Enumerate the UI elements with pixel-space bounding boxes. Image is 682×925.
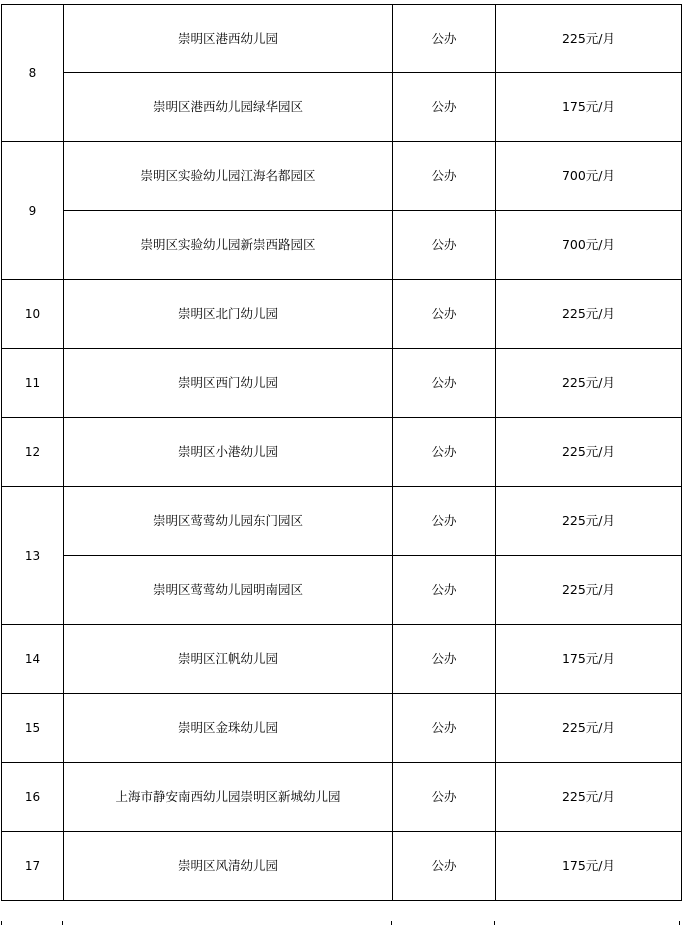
kindergarten-name: 崇明区实验幼儿园江海名都园区 bbox=[64, 142, 393, 211]
table-row bbox=[2, 763, 682, 832]
monthly-fee: 225元/月 bbox=[496, 349, 682, 418]
monthly-fee: 225元/月 bbox=[496, 763, 682, 832]
monthly-fee: 175元/月 bbox=[496, 625, 682, 694]
row-number: 9 bbox=[2, 142, 64, 280]
row-number: 13 bbox=[2, 487, 64, 625]
kindergarten-type: 公办 bbox=[393, 418, 496, 487]
table-row bbox=[2, 487, 682, 556]
kindergarten-name: 崇明区小港幼儿园 bbox=[64, 418, 393, 487]
row-number: 8 bbox=[2, 5, 64, 142]
table-row bbox=[2, 142, 682, 211]
kindergarten-type: 公办 bbox=[393, 763, 496, 832]
monthly-fee: 175元/月 bbox=[496, 832, 682, 901]
column-divider bbox=[679, 921, 680, 925]
monthly-fee: 225元/月 bbox=[496, 5, 682, 73]
kindergarten-type: 公办 bbox=[393, 694, 496, 763]
row-number: 15 bbox=[2, 694, 64, 763]
kindergarten-name: 崇明区西门幼儿园 bbox=[64, 349, 393, 418]
kindergarten-name: 崇明区港西幼儿园 bbox=[64, 5, 393, 73]
kindergarten-type: 公办 bbox=[393, 211, 496, 280]
table-row bbox=[2, 280, 682, 349]
monthly-fee: 225元/月 bbox=[496, 556, 682, 625]
kindergarten-type: 公办 bbox=[393, 5, 496, 73]
table-row bbox=[2, 832, 682, 901]
kindergarten-name: 崇明区风清幼儿园 bbox=[64, 832, 393, 901]
monthly-fee: 700元/月 bbox=[496, 211, 682, 280]
kindergarten-type: 公办 bbox=[393, 142, 496, 211]
table-row bbox=[2, 556, 682, 625]
table-body bbox=[2, 5, 682, 901]
kindergarten-type: 公办 bbox=[393, 487, 496, 556]
monthly-fee: 225元/月 bbox=[496, 418, 682, 487]
kindergarten-name: 崇明区莺莺幼儿园明南园区 bbox=[64, 556, 393, 625]
kindergarten-name: 崇明区实验幼儿园新崇西路园区 bbox=[64, 211, 393, 280]
table-row bbox=[2, 625, 682, 694]
table-row bbox=[2, 211, 682, 280]
kindergarten-name: 崇明区北门幼儿园 bbox=[64, 280, 393, 349]
table-row bbox=[2, 418, 682, 487]
kindergarten-type: 公办 bbox=[393, 349, 496, 418]
monthly-fee: 700元/月 bbox=[496, 142, 682, 211]
table-row bbox=[2, 349, 682, 418]
monthly-fee: 225元/月 bbox=[496, 487, 682, 556]
column-divider bbox=[391, 921, 392, 925]
row-number: 10 bbox=[2, 280, 64, 349]
table-row bbox=[2, 73, 682, 142]
row-number: 17 bbox=[2, 832, 64, 901]
kindergarten-name: 崇明区金珠幼儿园 bbox=[64, 694, 393, 763]
fee-table bbox=[1, 4, 682, 901]
kindergarten-name: 崇明区江帆幼儿园 bbox=[64, 625, 393, 694]
table-row bbox=[2, 694, 682, 763]
monthly-fee: 225元/月 bbox=[496, 280, 682, 349]
kindergarten-name: 上海市静安南西幼儿园崇明区新城幼儿园 bbox=[64, 763, 393, 832]
kindergarten-type: 公办 bbox=[393, 556, 496, 625]
row-number: 16 bbox=[2, 763, 64, 832]
kindergarten-name: 崇明区莺莺幼儿园东门园区 bbox=[64, 487, 393, 556]
monthly-fee: 225元/月 bbox=[496, 694, 682, 763]
kindergarten-name: 崇明区港西幼儿园绿华园区 bbox=[64, 73, 393, 142]
monthly-fee: 175元/月 bbox=[496, 73, 682, 142]
column-divider bbox=[494, 921, 495, 925]
kindergarten-type: 公办 bbox=[393, 280, 496, 349]
table-bottom-continuation bbox=[1, 921, 682, 925]
kindergarten-type: 公办 bbox=[393, 73, 496, 142]
kindergarten-type: 公办 bbox=[393, 625, 496, 694]
row-number: 12 bbox=[2, 418, 64, 487]
kindergarten-type: 公办 bbox=[393, 832, 496, 901]
column-divider bbox=[62, 921, 63, 925]
row-number: 14 bbox=[2, 625, 64, 694]
table-row bbox=[2, 5, 682, 73]
row-number: 11 bbox=[2, 349, 64, 418]
